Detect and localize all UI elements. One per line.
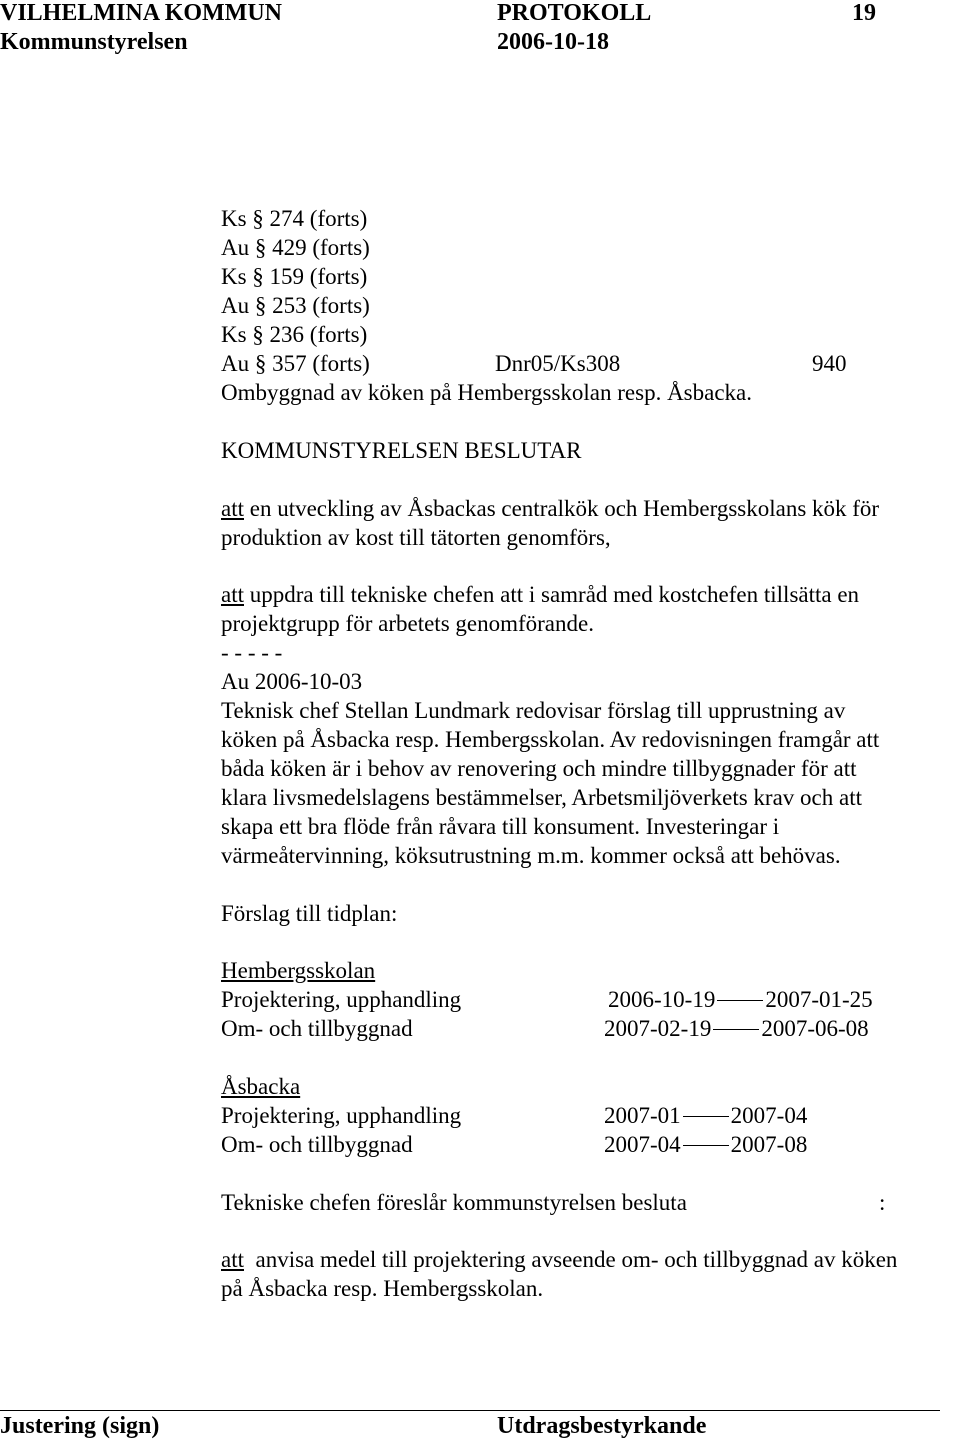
protocol-date: 2006-10-18 — [497, 29, 609, 55]
proposal-text: anvisa medel till projektering avseende om- och tillbyggnad av köken — [244, 1247, 898, 1272]
report-line: köken på Åsbacka resp. Hembergsskolan. Av redovisningen framgår att — [221, 727, 880, 752]
period-start: 2007-04 — [604, 1132, 681, 1157]
decision-text: en utveckling av Åsbackas centralkök och Hembergsskolans kök för — [244, 496, 880, 521]
section-references — [221, 204, 752, 407]
schedule-school: Hembergsskolan — [221, 958, 376, 983]
dash-line — [713, 1029, 759, 1030]
municipality-name: VILHELMINA KOMMUN — [0, 0, 282, 26]
period-start: 2006-10-19 — [608, 987, 716, 1012]
footer-justering: Justering (sign) — [0, 1413, 160, 1439]
separator: - - - - - — [221, 640, 283, 665]
reference-line: Au § 357 (forts) — [221, 351, 370, 376]
proposal-intro: Tekniske chefen föreslår kommunstyrelsen besluta — [221, 1190, 687, 1215]
footer-rule — [0, 1410, 940, 1411]
dash-line — [683, 1116, 729, 1117]
period-end: 2007-08 — [730, 1132, 808, 1157]
report-line: klara livsmedelslagens bestämmelser, Arbetsmiljöverkets krav och att — [221, 785, 862, 810]
schedule-heading: Förslag till tidplan: — [221, 901, 398, 926]
reference-line: Au § 253 (forts) — [221, 293, 370, 318]
period-end: 2007-04 — [730, 1103, 808, 1128]
decision-text: projektgrupp för arbetets genomförande. — [221, 611, 594, 636]
schedule-task: Projektering, upphandling — [221, 1103, 462, 1128]
reference-line: Ks § 236 (forts) — [221, 322, 368, 347]
decision-text: uppdra till tekniske chefen att i samråd med kostchefen tillsätta en — [244, 582, 860, 607]
att-keyword: att — [221, 496, 244, 521]
page-number: 19 — [852, 0, 876, 26]
schedule-task: Om- och tillbyggnad — [221, 1132, 413, 1157]
dash-line — [683, 1145, 729, 1146]
subject-line: Ombyggnad av köken på Hembergsskolan resp. Åsbacka. — [221, 380, 752, 405]
schedule-school: Åsbacka — [221, 1074, 301, 1099]
report-line: båda köken är i behov av renovering och mindre tillbyggnader för att — [221, 756, 857, 781]
archive-code: 940 — [812, 351, 847, 376]
proposal-text: på Åsbacka resp. Hembergsskolan. — [221, 1276, 544, 1301]
period-end: 2007-01-25 — [765, 987, 873, 1012]
document-type: PROTOKOLL — [497, 0, 652, 26]
au-date: Au 2006-10-03 — [221, 669, 363, 694]
committee-name: Kommunstyrelsen — [0, 29, 188, 55]
footer-utdrag: Utdragsbestyrkande — [497, 1413, 707, 1439]
period-start: 2007-01 — [604, 1103, 681, 1128]
schedule-task: Projektering, upphandling — [221, 987, 462, 1012]
diary-number: Dnr05/Ks308 — [495, 351, 621, 376]
decision-item — [221, 580, 879, 870]
reference-line: Ks § 274 (forts) — [221, 206, 368, 231]
period-end: 2007-06-08 — [761, 1016, 869, 1041]
report-line: Teknisk chef Stellan Lundmark redovisar förslag till upprustning av — [221, 698, 846, 723]
decision-heading: KOMMUNSTYRELSEN BESLUTAR — [221, 438, 582, 463]
proposal-colon: : — [879, 1190, 886, 1215]
proposal-item — [221, 1245, 897, 1303]
schedule-task: Om- och tillbyggnad — [221, 1016, 413, 1041]
schedule-period — [608, 985, 873, 1014]
schedule-period — [604, 1130, 807, 1159]
schedule-period — [604, 1014, 869, 1043]
schedule-period — [604, 1101, 807, 1130]
report-line: skapa ett bra flöde från råvara till konsument. Investeringar i — [221, 814, 780, 839]
reference-line: Ks § 159 (forts) — [221, 264, 368, 289]
att-keyword: att — [221, 1247, 244, 1272]
decision-text: produktion av kost till tätorten genomförs, — [221, 525, 611, 550]
decision-item — [221, 494, 879, 552]
reference-line: Au § 429 (forts) — [221, 235, 370, 260]
att-keyword: att — [221, 582, 244, 607]
dash-line — [717, 1000, 763, 1001]
period-start: 2007-02-19 — [604, 1016, 712, 1041]
report-line: värmeåtervinning, köksutrustning m.m. kommer också att behövas. — [221, 843, 841, 868]
